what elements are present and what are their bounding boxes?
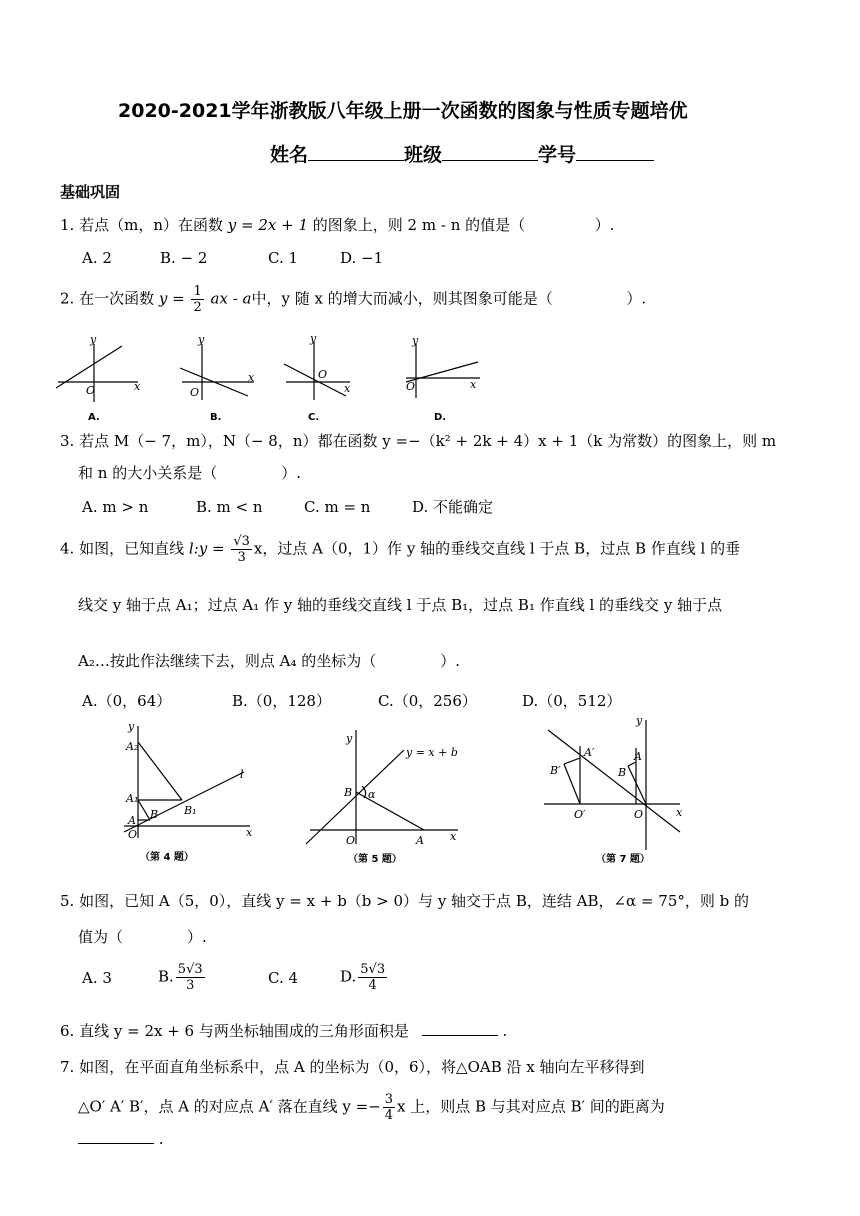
q2-graph-b-origin: O [190, 386, 200, 399]
q4-option-a[interactable]: A.（0，64） [82, 692, 172, 710]
q3-line2-end: ）. [281, 464, 301, 482]
q4-line2: 线交 y 轴于点 A₁；过点 A₁ 作 y 轴的垂线交直线 l 于点 B₁，过点 B₁ 作直线 l 的垂线交 y 轴于点 [78, 596, 723, 614]
q1-option-c[interactable]: C. 1 [268, 249, 299, 267]
fig7-point-o-prime: O′ [574, 808, 586, 821]
question-7 [60, 1056, 645, 1077]
q3-line1: 若点 M（− 7，m），N（− 8，n）都在函数 y =−（k² + 2k + 4）x + 1（k 为常数）的图象上，则 m [79, 432, 777, 450]
question-1 [60, 214, 614, 235]
q5-number: 5. [60, 892, 75, 910]
q2-graph-d-origin: O [406, 380, 416, 393]
question-3 [60, 430, 776, 451]
fig4-caption: （第 4 题） [140, 852, 194, 863]
q2-graph-b-x-label: x [248, 371, 255, 384]
fig5-line-eq: y = x + b [406, 746, 458, 759]
q1-number: 1. [60, 216, 75, 234]
q1-option-b[interactable]: B. − 2 [160, 249, 208, 267]
q4-line3: A₂…按此作法继续下去，则点 A₄ 的坐标为（ [78, 652, 377, 670]
fig7-origin: O [634, 808, 644, 821]
q1-text-b: 的图象上，则 2 m - n 的值是（ [312, 216, 526, 234]
q7-line2 [78, 1092, 665, 1123]
class-blank[interactable] [442, 160, 538, 161]
q2-graph-a-origin: O [86, 384, 96, 397]
q5-options [82, 962, 389, 993]
q6-text: 直线 y = 2x + 6 与两坐标轴围成的三角形面积是 [79, 1022, 409, 1040]
q2-graph-a-x-label: x [134, 380, 141, 393]
q6-number: 6. [60, 1022, 75, 1040]
q4-fraction [231, 534, 252, 565]
q7-line3 [78, 1130, 164, 1148]
question-2 [60, 284, 646, 315]
q5-line1: 如图，已知 A（5，0），直线 y = x + b（b > 0）与 y 轴交于点 B，连结 AB，∠α = 75°，则 b 的 [79, 892, 749, 910]
q5-option-d-den: 4 [368, 978, 377, 993]
q3-option-a[interactable]: A. m > n [82, 498, 149, 516]
q4-number: 4. [60, 539, 75, 558]
fig4-line-l: l [240, 768, 244, 781]
q2-graph-label-b[interactable]: B. [210, 412, 222, 423]
q2-y-eq: y = [158, 289, 185, 308]
q6-answer-blank[interactable] [422, 1035, 498, 1036]
q2-frac-num: 1 [193, 284, 202, 299]
q5-option-b-label: B. [158, 967, 174, 986]
fig4-point-a2: A₂ [126, 740, 139, 753]
fig4-point-a: A [128, 814, 136, 827]
q2-expr: ax - a [210, 289, 252, 308]
name-label: 姓名 [270, 144, 309, 166]
q2-frac-den: 2 [193, 300, 202, 315]
question-6 [60, 1020, 507, 1041]
q2-text: 在一次函数 [79, 289, 155, 308]
q5-option-d-label: D. [340, 967, 357, 986]
q2-graph-b-y-label: y [198, 334, 205, 346]
q3-options [82, 496, 493, 517]
q4-options [82, 690, 621, 711]
q2-graph-c-y-label: y [310, 334, 317, 345]
q6-end: . [502, 1022, 508, 1040]
class-label: 班级 [404, 144, 443, 166]
q5-line2: 值为（ [78, 928, 124, 946]
q4-text-a: 如图，已知直线 [79, 539, 185, 558]
q1-options [82, 249, 383, 267]
page-title: 2020-2021学年浙教版八年级上册一次函数的图象与性质专题培优 [118, 100, 688, 122]
id-label: 学号 [538, 144, 577, 166]
q1-expression: y = 2x + 1 [227, 216, 308, 234]
fig4-origin: O [128, 828, 138, 841]
fig5-alpha: α [368, 788, 376, 801]
q5-option-d-num: 5√3 [360, 962, 386, 977]
q2-graphs [50, 334, 490, 424]
fig7-x-label: x [676, 806, 683, 819]
fig5-point-b: B [344, 786, 353, 799]
q5-line2-end: ）. [187, 928, 207, 946]
q7-frac-den: 4 [384, 1108, 394, 1123]
q1-text: 若点（m，n）在函数 [79, 216, 223, 234]
fig7-y-label: y [636, 714, 643, 727]
fig4-y-label: y [128, 720, 135, 733]
q4-option-d[interactable]: D.（0，512） [522, 692, 622, 710]
q2-graph-a-y-label: y [90, 334, 97, 346]
q5-option-b[interactable] [158, 962, 268, 993]
figure-5 [300, 720, 480, 870]
q7-answer-blank[interactable] [78, 1143, 154, 1144]
fig7-point-a: A [634, 750, 642, 763]
q4-line3-wrap [78, 650, 460, 671]
q2-graph-label-c[interactable]: C. [308, 412, 320, 423]
fig5-y-label: y [346, 732, 353, 745]
q3-line2: 和 n 的大小关系是（ [78, 464, 218, 482]
figure-4 [110, 720, 290, 870]
id-blank[interactable] [576, 160, 654, 161]
fig7-point-b: B [618, 766, 627, 779]
q2-graph-d-y-label: y [412, 334, 419, 347]
fig7-point-a-prime: A′ [584, 746, 595, 759]
q4-line-name: l:y = [188, 539, 225, 558]
fig4-point-b1: B₁ [184, 804, 197, 817]
q2-graph-label-a[interactable]: A. [88, 412, 100, 423]
q7-fraction [383, 1092, 395, 1123]
fig5-origin: O [346, 834, 356, 847]
fig7-caption: （第 7 题） [596, 854, 650, 865]
q2-fraction [191, 284, 203, 315]
q5-option-b-fraction [176, 962, 205, 993]
q2-text-c: 中，y 随 x 的增大而减小，则其图象可能是（ [251, 289, 553, 308]
q7-frac-num: 3 [384, 1092, 394, 1107]
q3-number: 3. [60, 432, 75, 450]
q5-option-b-num: 5√3 [177, 962, 203, 977]
q5-option-d[interactable] [340, 962, 389, 993]
q1-option-a[interactable]: A. 2 [82, 249, 112, 267]
q7-number: 7. [60, 1058, 75, 1076]
fig4-point-b: B [150, 808, 159, 821]
q4-frac-den: 3 [237, 550, 246, 565]
fig4-x-label: x [246, 826, 253, 839]
section-heading: 基础巩固 [60, 183, 121, 201]
q2-graph-label-d[interactable]: D. [434, 412, 447, 423]
q2-text-d: ）. [626, 289, 647, 308]
q5-option-d-fraction [358, 962, 387, 993]
q7-line1: 如图，在平面直角坐标系中，点 A 的坐标为（0，6），将△OAB 沿 x 轴向左平移得到 [79, 1058, 645, 1076]
question-5 [60, 890, 749, 911]
q5-option-a[interactable]: A. 3 [82, 968, 112, 987]
fig7-point-b-prime: B′ [550, 764, 561, 777]
q3-line2-wrap [78, 462, 301, 483]
name-blank[interactable] [308, 160, 404, 161]
student-info-line [270, 140, 654, 167]
q4-frac-num: √3 [233, 534, 250, 549]
q5-option-b-den: 3 [186, 978, 195, 993]
q2-graph-c-origin: O [318, 368, 328, 381]
q4-option-b[interactable]: B.（0，128） [232, 692, 331, 710]
q2-number: 2. [60, 289, 75, 308]
question-4 [60, 534, 740, 565]
q4-text-b: x，过点 A（0，1）作 y 轴的垂线交直线 l 于点 B，过点 B 作直线 l 的垂 [253, 539, 741, 558]
q2-graph-d-x-label: x [470, 378, 477, 391]
q7-end: . [158, 1130, 164, 1148]
fig5-caption: （第 5 题） [348, 854, 402, 865]
fig5-x-label: x [450, 830, 457, 843]
figure-7 [540, 712, 700, 868]
q4-option-c[interactable]: C.（0，256） [378, 692, 477, 710]
fig5-point-a: A [416, 834, 424, 847]
q3-option-d[interactable]: D. 不能确定 [412, 498, 494, 516]
q5-line2-wrap [78, 926, 207, 947]
q1-text-c: ）. [594, 216, 615, 234]
q5-option-c[interactable]: C. 4 [268, 968, 299, 987]
q7-line2-a: △O′ A′ B′，点 A 的对应点 A′ 落在直线 y =− [78, 1097, 381, 1116]
q2-graph-c-x-label: x [344, 382, 351, 395]
q4-line3-end: ）. [440, 652, 461, 670]
q3-option-c[interactable]: C. m = n [304, 498, 371, 516]
fig4-point-a1: A₁ [126, 792, 139, 805]
q1-option-d[interactable]: D. −1 [340, 249, 384, 267]
q7-line2-b: x 上，则点 B 与其对应点 B′ 间的距离为 [397, 1097, 665, 1116]
q3-option-b[interactable]: B. m < n [196, 498, 263, 516]
